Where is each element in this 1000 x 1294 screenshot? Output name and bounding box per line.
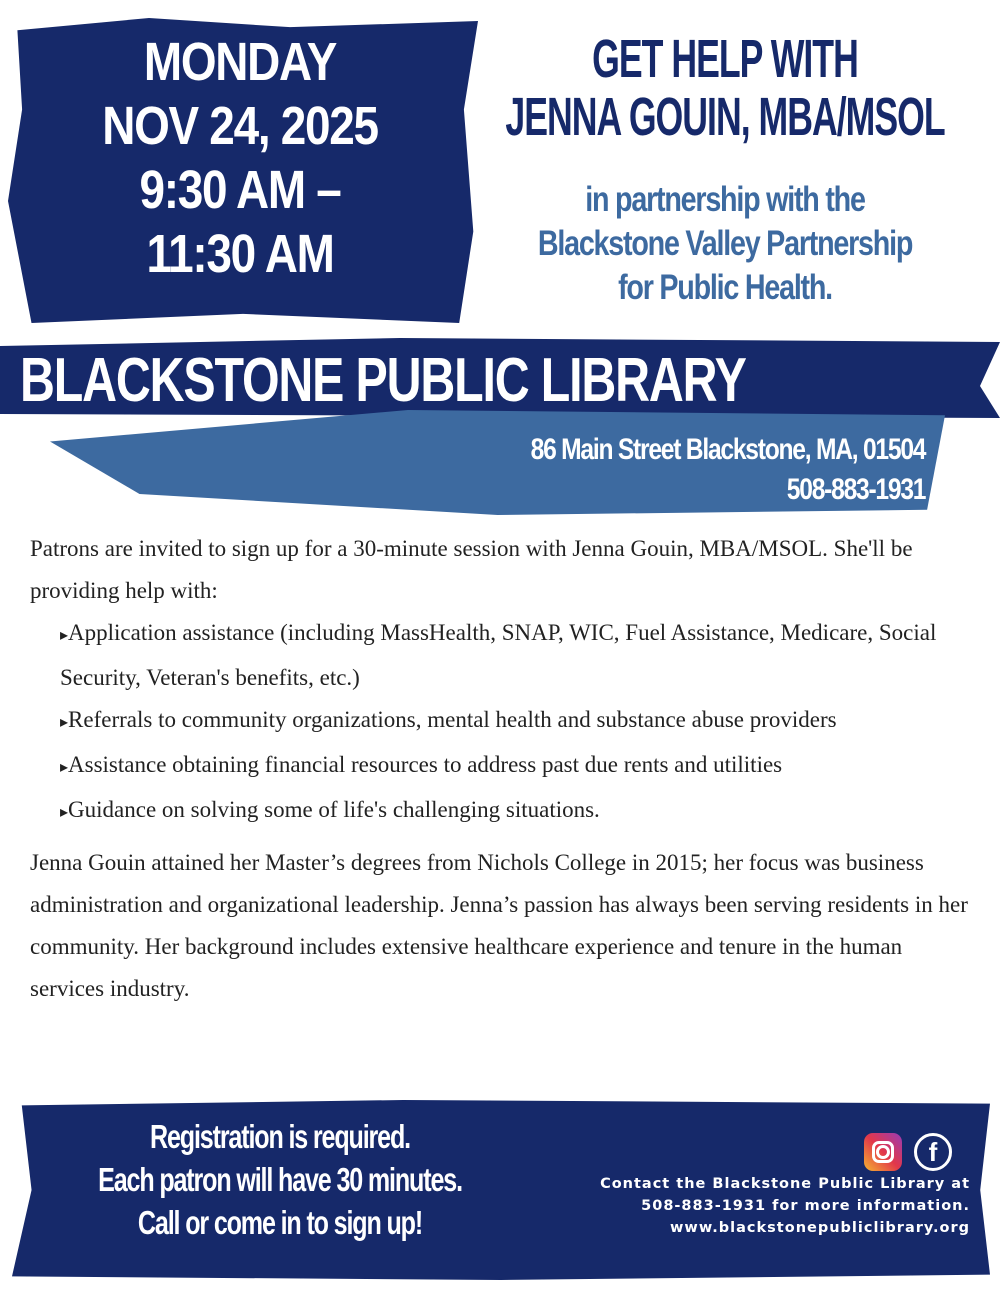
registration-line: Call or come in to sign up!: [137, 1204, 423, 1241]
registration-info: [98, 1115, 462, 1244]
list-item: ▸ Referrals to community organizations, mental health and substance abuse providers: [60, 699, 980, 744]
registration-line: Each patron will have 30 minutes.: [98, 1161, 462, 1198]
partnership-line: for Public Health.: [618, 268, 832, 307]
headline-line: GET HELP WITH: [592, 29, 858, 89]
list-item: ▸ Assistance obtaining financial resources to address past due rents and utilities: [60, 744, 980, 789]
event-end-time: 11:30 AM: [146, 224, 334, 284]
contact-line: Contact the Blackstone Public Library at: [600, 1176, 970, 1192]
bio-paragraph: Jenna Gouin attained her Master’s degrees from Nichols College in 2015; her focus was business administration and organizational leadership. Jenna’s passion has always been serving residents in her community. Her background includes extensive healthcare experience and tenure in the human services industry.: [30, 850, 968, 1001]
partnership-line: in partnership with the: [585, 180, 865, 219]
facebook-icon[interactable]: f: [914, 1133, 952, 1171]
event-start-time: 9:30 AM –: [139, 160, 341, 220]
headline-line: JENNA GOUIN, MBA/MSOL: [505, 87, 945, 147]
phone-number: 508-883-1931: [786, 473, 925, 506]
description: [30, 528, 980, 1010]
event-date-time: [70, 30, 410, 286]
partnership-text: [524, 178, 926, 310]
library-address: [530, 430, 925, 510]
instagram-icon[interactable]: [864, 1133, 902, 1171]
services-list: [60, 612, 980, 834]
event-day: MONDAY: [143, 32, 337, 92]
library-name: BLACKSTONE PUBLIC LIBRARY: [20, 346, 746, 415]
partnership-line: Blackstone Valley Partnership: [537, 224, 913, 263]
contact-info: [600, 1173, 970, 1239]
street-address: 86 Main Street Blackstone, MA, 01504: [530, 433, 925, 466]
headline: [505, 29, 945, 147]
list-item: ▸ Guidance on solving some of life's challenging situations.: [60, 789, 980, 834]
website-link[interactable]: www.blackstonepubliclibrary.org: [670, 1220, 970, 1236]
contact-line: 508-883-1931 for more information.: [641, 1198, 970, 1214]
list-item: ▸ Application assistance (including MassHealth, SNAP, WIC, Fuel Assistance, Medicare, Social Security, Veteran's benefits, etc.): [60, 612, 980, 699]
registration-line: Registration is required.: [150, 1118, 410, 1155]
event-date: NOV 24, 2025: [102, 96, 378, 156]
intro-paragraph: Patrons are invited to sign up for a 30-minute session with Jenna Gouin, MBA/MSOL. She'll be providing help with:: [30, 536, 913, 603]
